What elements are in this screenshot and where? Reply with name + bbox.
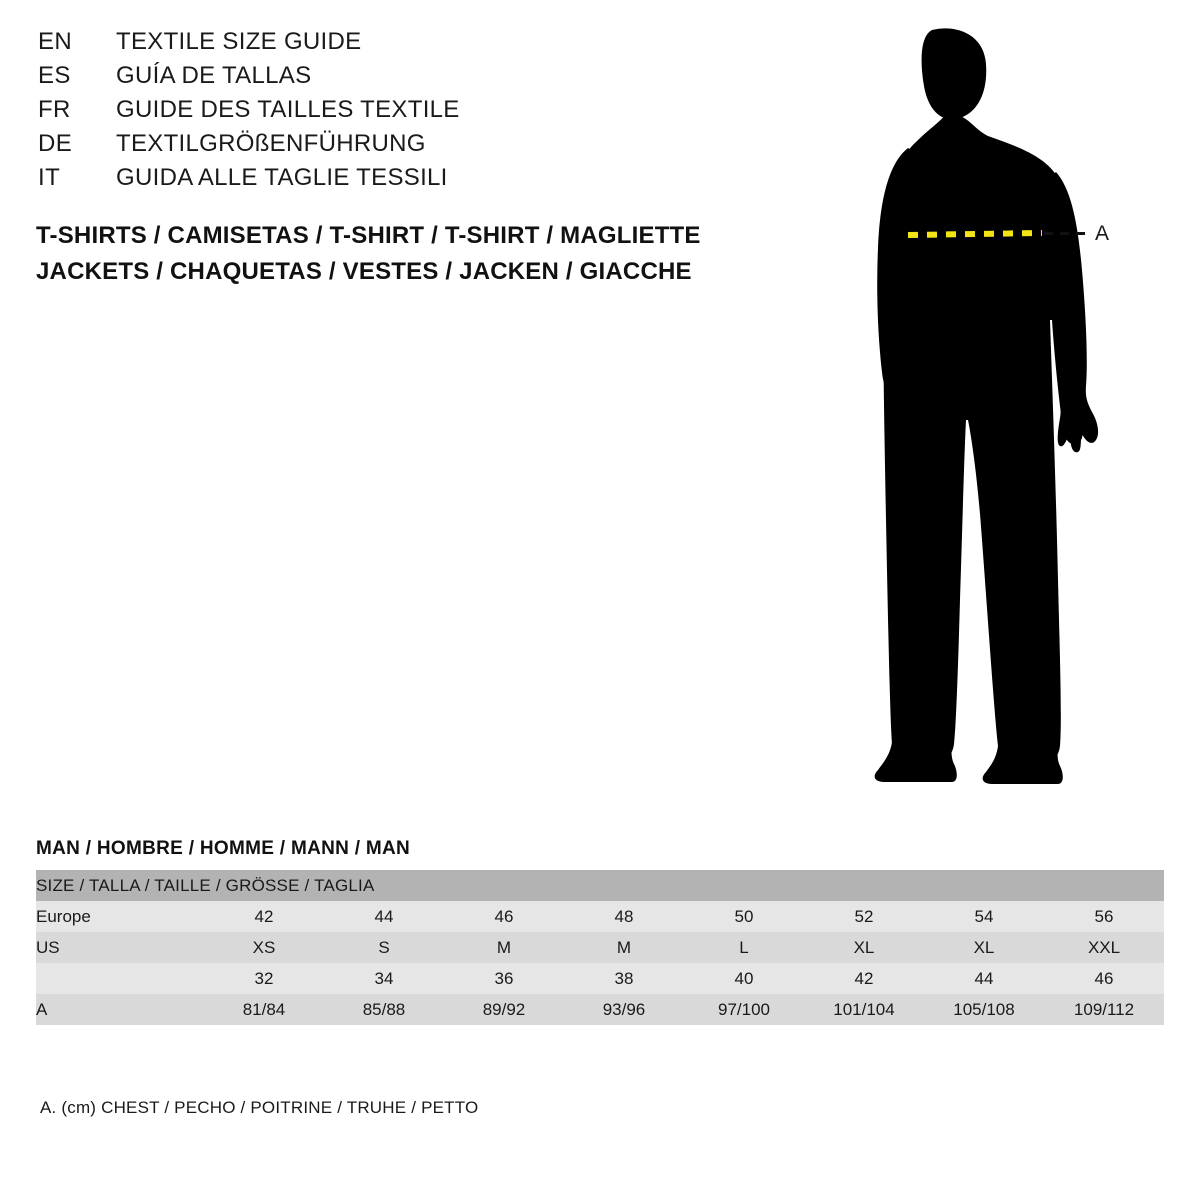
language-code: ES bbox=[38, 62, 71, 89]
footnote-chest-measurement: A. (cm) CHEST / PECHO / POITRINE / TRUHE / PETTO bbox=[40, 1098, 479, 1117]
cell-value: 36 bbox=[444, 963, 564, 994]
garment-category-block bbox=[36, 218, 776, 290]
cell-value: M bbox=[564, 932, 684, 963]
cell-value: 50 bbox=[684, 901, 804, 932]
cell-value: 48 bbox=[564, 901, 684, 932]
cell-value: S bbox=[324, 932, 444, 963]
language-row bbox=[38, 62, 758, 96]
cell-value: 97/100 bbox=[684, 994, 804, 1025]
language-code: DE bbox=[38, 130, 73, 157]
cell-value: XXL bbox=[1044, 932, 1164, 963]
cell-value: 81/84 bbox=[204, 994, 324, 1025]
table-header-label: SIZE / TALLA / TAILLE / GRÖSSE / TAGLIA bbox=[36, 870, 1164, 901]
measure-label-a: A bbox=[1095, 222, 1110, 245]
language-row bbox=[38, 164, 758, 198]
cell-value: L bbox=[684, 932, 804, 963]
cell-value: 44 bbox=[324, 901, 444, 932]
cell-value: 89/92 bbox=[444, 994, 564, 1025]
row-label: A bbox=[36, 994, 204, 1025]
cell-value: 46 bbox=[444, 901, 564, 932]
category-jackets: JACKETS / CHAQUETAS / VESTES / JACKEN / GIACCHE bbox=[36, 258, 692, 285]
language-row bbox=[38, 96, 758, 130]
cell-value: M bbox=[444, 932, 564, 963]
cell-value: XL bbox=[804, 932, 924, 963]
cell-value: 40 bbox=[684, 963, 804, 994]
language-title: GUIDA ALLE TAGLIE TESSILI bbox=[116, 164, 448, 191]
cell-value: 34 bbox=[324, 963, 444, 994]
row-label: Europe bbox=[36, 901, 204, 932]
cell-value: XS bbox=[204, 932, 324, 963]
cell-value: 32 bbox=[204, 963, 324, 994]
cell-value: 44 bbox=[924, 963, 1044, 994]
cell-value: 56 bbox=[1044, 901, 1164, 932]
cell-value: 109/112 bbox=[1044, 994, 1164, 1025]
silhouette-path bbox=[875, 28, 1098, 784]
cell-value: 42 bbox=[804, 963, 924, 994]
row-label bbox=[36, 963, 204, 994]
language-code: EN bbox=[38, 28, 73, 55]
cell-value: XL bbox=[924, 932, 1044, 963]
male-silhouette-figure bbox=[820, 20, 1180, 790]
language-row bbox=[38, 130, 758, 164]
measure-leader-line bbox=[1044, 232, 1086, 235]
language-title: TEXTILE SIZE GUIDE bbox=[116, 28, 362, 55]
cell-value: 105/108 bbox=[924, 994, 1044, 1025]
cell-value: 93/96 bbox=[564, 994, 684, 1025]
language-code: IT bbox=[38, 164, 61, 191]
table-group-title: MAN / HOMBRE / HOMME / MANN / MAN bbox=[36, 838, 411, 859]
table-row bbox=[36, 932, 1164, 963]
language-title: GUIDE DES TAILLES TEXTILE bbox=[116, 96, 460, 123]
cell-value: 54 bbox=[924, 901, 1044, 932]
table-row bbox=[36, 963, 1164, 994]
cell-value: 85/88 bbox=[324, 994, 444, 1025]
size-table bbox=[36, 870, 1164, 1025]
language-code: FR bbox=[38, 96, 71, 123]
cell-value: 38 bbox=[564, 963, 684, 994]
language-title: TEXTILGRÖßENFÜHRUNG bbox=[116, 130, 426, 157]
table-header-row bbox=[36, 870, 1164, 901]
language-header-block bbox=[38, 28, 758, 198]
category-tshirts: T-SHIRTS / CAMISETAS / T-SHIRT / T-SHIRT / MAGLIETTE bbox=[36, 222, 701, 249]
cell-value: 101/104 bbox=[804, 994, 924, 1025]
table-row bbox=[36, 994, 1164, 1025]
language-title: GUÍA DE TALLAS bbox=[116, 62, 312, 89]
language-row bbox=[38, 28, 758, 62]
row-label: US bbox=[36, 932, 204, 963]
cell-value: 46 bbox=[1044, 963, 1164, 994]
table-row bbox=[36, 901, 1164, 932]
cell-value: 42 bbox=[204, 901, 324, 932]
size-table-section bbox=[36, 838, 1164, 1025]
cell-value: 52 bbox=[804, 901, 924, 932]
